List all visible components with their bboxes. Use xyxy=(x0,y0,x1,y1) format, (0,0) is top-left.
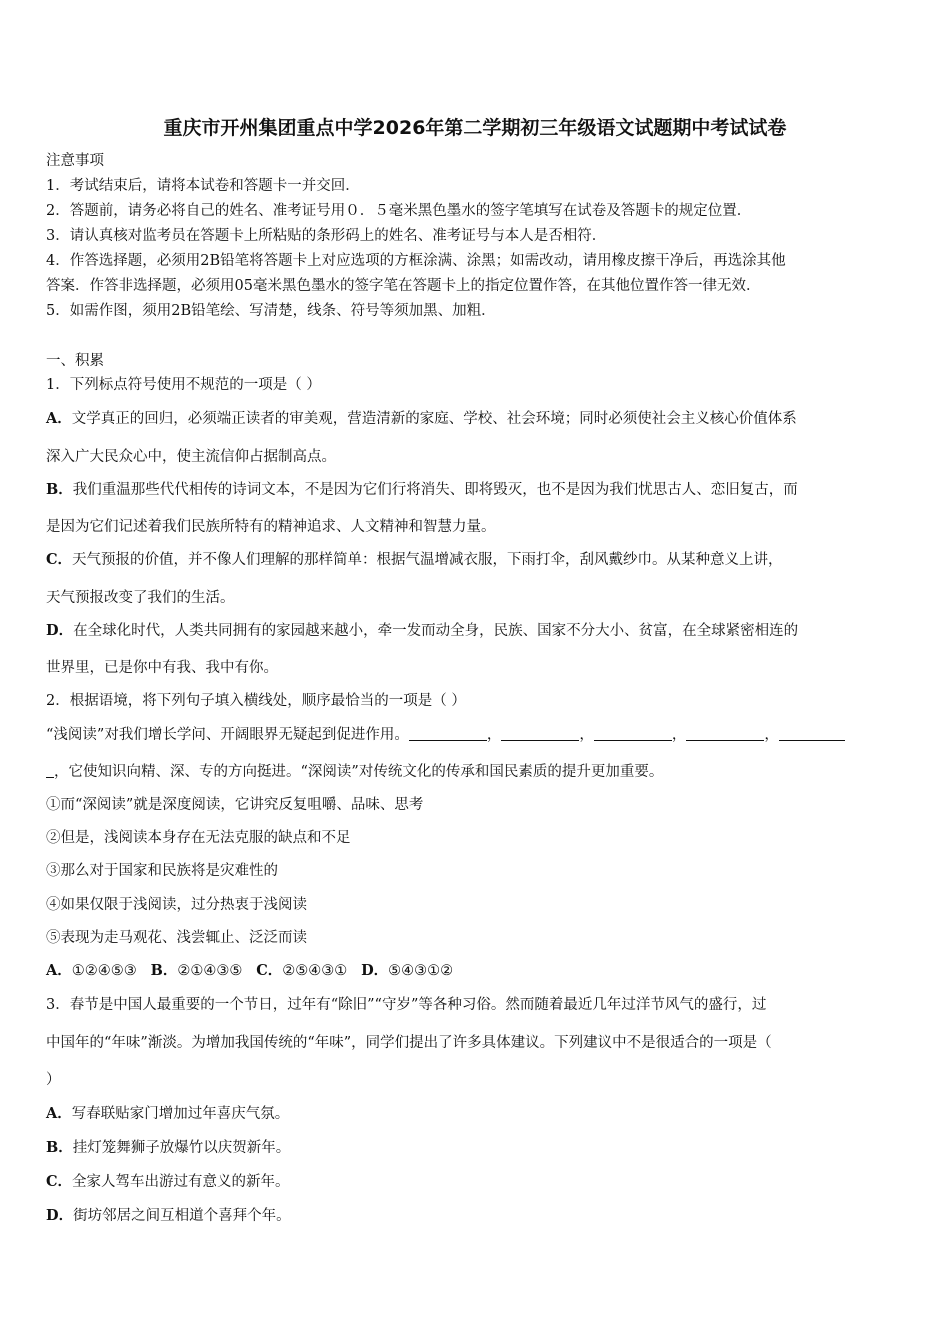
question-3-stem: 3．春节是中国人最重要的一个节日，过年有“除旧”“守岁”等各种习俗。然而随着最近几年过洋节风气的盛行，过 xyxy=(46,997,767,1013)
answer-blank xyxy=(46,763,54,778)
section-heading: 一、积累 xyxy=(46,353,104,369)
q2-sentence: ①而“深阅读”就是深度阅读，它讲究反复咀嚼、品味、思考 xyxy=(46,797,424,813)
q2-options xyxy=(46,961,908,981)
option-letter: D． xyxy=(361,962,389,979)
question-3-stem-cont: ） xyxy=(46,1072,61,1088)
option-text: ①②④⑤③ xyxy=(71,963,137,979)
option-text: 全家人驾车出游过有意义的新年。 xyxy=(72,1174,290,1190)
option-letter: C． xyxy=(46,1173,73,1190)
option-text-cont: 天气预报改变了我们的生活。 xyxy=(46,590,235,606)
answer-blank xyxy=(779,726,845,741)
option-letter: B． xyxy=(46,481,73,498)
notice-item: 答案．作答非选择题，必须用05毫米黑色墨水的签字笔在答题卡上的指定位置作答，在其他位置作答一律无效． xyxy=(46,278,761,294)
option-letter: C． xyxy=(256,962,283,979)
option-letter: D． xyxy=(46,622,74,639)
q1-option-a xyxy=(46,409,908,429)
q1-option-b xyxy=(46,480,908,500)
option-text: 在全球化时代，人类共同拥有的家园越来越小，牵一发而动全身，民族、国家不分大小、贫富，在全球紧密相连的 xyxy=(73,623,799,639)
blank-separator: ， xyxy=(579,727,594,743)
option-letter: B． xyxy=(46,1139,73,1156)
exam-title: 重庆市开州集团重点中学2026年第二学期初三年级语文试题期中考试试卷 xyxy=(163,117,787,139)
q1-option-c xyxy=(46,550,908,570)
option-letter: A． xyxy=(46,1105,72,1122)
notice-item: 1．考试结束后，请将本试卷和答题卡一并交回． xyxy=(46,178,360,194)
blank-separator: ， xyxy=(486,727,502,743)
notice-item: 3．请认真核对监考员在答题卡上所粘贴的条形码上的姓名、准考证号与本人是否相符． xyxy=(46,228,607,244)
q2-sentence: ②但是，浅阅读本身存在无法克服的缺点和不足 xyxy=(46,830,351,846)
question-3-stem-cont: 中国年的“年味”渐淡。为增加我国传统的“年味”，同学们提出了许多具体建议。下列建议中不是很适合的一项是（ xyxy=(46,1035,772,1051)
notice-heading: 注意事项 xyxy=(46,153,104,169)
question-1-stem: 1．下列标点符号使用不规范的一项是（ ） xyxy=(46,377,321,393)
option-text: ②⑤④③① xyxy=(282,963,348,979)
option-letter: D． xyxy=(46,1207,74,1224)
q2-context-line xyxy=(46,725,908,745)
option-text-cont: 世界里，已是你中有我、我中有你。 xyxy=(46,660,278,676)
answer-blank xyxy=(501,726,579,741)
notice-item: 4．作答选择题，必须用2B铅笔将答题卡上对应选项的方框涂满、涂黑；如需改动，请用橡皮擦干净后，再选涂其他 xyxy=(46,253,786,269)
option-text-cont: 深入广大民众心中，使主流信仰占据制高点。 xyxy=(46,449,336,465)
answer-blank xyxy=(594,726,672,741)
q2-sentence: ④如果仅限于浅阅读，过分热衷于浅阅读 xyxy=(46,897,307,913)
q3-option-a xyxy=(46,1104,908,1124)
option-letter: A． xyxy=(46,410,72,427)
answer-blank xyxy=(686,726,764,741)
option-letter: B． xyxy=(150,962,178,979)
option-text: 写春联贴家门增加过年喜庆气氛。 xyxy=(71,1106,290,1122)
context-text: ，它使知识向精、深、专的方向挺进。“深阅读”对传统文化的传承和国民素质的提升更加重要。 xyxy=(54,764,664,780)
q2-sentence: ⑤表现为走马观花、浅尝辄止、泛泛而读 xyxy=(46,930,307,946)
option-text-cont: 是因为它们记述着我们民族所特有的精神追求、人文精神和智慧力量。 xyxy=(46,519,496,535)
option-text: ②①④③⑤ xyxy=(177,963,243,979)
question-2-stem: 2．根据语境，将下列句子填入横线处，顺序最恰当的一项是（ ） xyxy=(46,693,466,709)
option-text: ⑤④③①② xyxy=(388,963,454,979)
option-text: 我们重温那些代代相传的诗词文本，不是因为它们行将消失、即将毁灭，也不是因为我们忧思古人、恋旧复古，而 xyxy=(72,482,798,498)
blank-separator: ， xyxy=(671,727,687,743)
q2-context-line xyxy=(46,762,908,782)
context-text: “浅阅读”对我们增长学问、开阔眼界无疑起到促进作用。 xyxy=(46,727,409,743)
option-text: 挂灯笼舞狮子放爆竹以庆贺新年。 xyxy=(72,1140,291,1156)
q1-option-d xyxy=(46,621,908,641)
q3-option-b xyxy=(46,1138,908,1158)
option-text: 文学真正的回归，必须端正读者的审美观，营造清新的家庭、学校、社会环境；同时必须使社会主义核心价值体系 xyxy=(71,411,797,427)
option-text: 天气预报的价值，并不像人们理解的那样简单：根据气温增减衣服，下雨打伞，刮风戴纱巾。从某种意义上讲， xyxy=(72,552,783,568)
option-letter: A． xyxy=(46,962,72,979)
option-letter: C． xyxy=(46,551,73,568)
q2-sentence: ③那么对于国家和民族将是灾难性的 xyxy=(46,863,278,879)
notice-item: 2．答题前，请务必将自己的姓名、准考证号用０．５毫米黑色墨水的签字笔填写在试卷及答题卡的规定位置． xyxy=(46,203,752,219)
option-text: 街坊邻居之间互相道个喜拜个年。 xyxy=(73,1208,291,1224)
q3-option-d xyxy=(46,1206,908,1226)
notice-item: 5．如需作图，须用2B铅笔绘、写清楚，线条、符号等须加黑、加粗． xyxy=(46,303,496,319)
blank-separator: ， xyxy=(764,727,779,743)
answer-blank xyxy=(409,726,487,741)
q3-option-c xyxy=(46,1172,908,1192)
